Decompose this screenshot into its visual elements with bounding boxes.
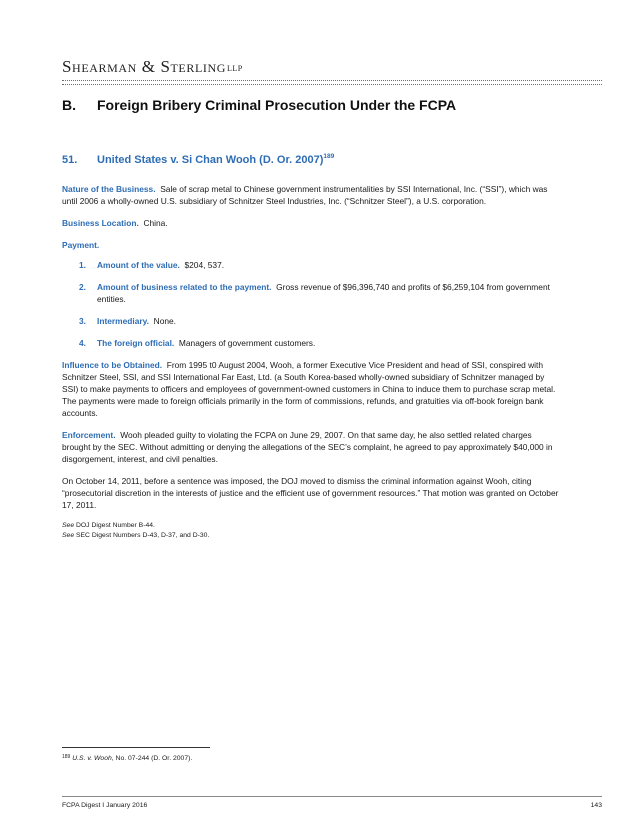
payment-label: Payment. (62, 240, 100, 250)
payment-item-number: 2. (79, 282, 86, 292)
nature-paragraph (62, 183, 562, 207)
case-heading (62, 153, 602, 166)
case-footnote-ref[interactable]: 189 (323, 153, 335, 160)
footer-divider (62, 796, 602, 797)
payment-item (62, 259, 562, 271)
reference-line (62, 521, 562, 531)
payment-item-label: Intermediary. (97, 316, 149, 326)
page-number: 143 (590, 802, 602, 809)
footnote-number: 189 (62, 754, 71, 760)
footer-title: FCPA Digest I January 2016 (62, 802, 148, 809)
reference-text: SEC Digest Numbers D-43, D-37, and D-30. (75, 531, 210, 539)
location-text: China. (143, 218, 168, 228)
reference-see: See (62, 522, 75, 529)
influence-text: From 1995 t0 August 2004, Wooh, a former Executive Vice President and head of SSI, conspired with Schnitzer Steel, SSI, and SSI International Far East, Ltd. (a South Korea-based wholly-owned subsidiary of Schnitzer managed by SSI) to make payments to officers and employees of government-owned customers in China to induce them to purchase scrap metal. The payments were made to foreign officials primarily in the form of commissions, refunds, and gratuities via off-book foreign bank accounts. (62, 360, 556, 418)
influence-label: Influence to be Obtained. (62, 360, 163, 370)
payment-item (62, 315, 562, 327)
section-title: Foreign Bribery Criminal Prosecution Under the FCPA (97, 97, 457, 113)
payment-item-number: 1. (79, 260, 86, 270)
case-number: 51. (62, 154, 78, 166)
section-heading (62, 97, 602, 113)
header-divider-second (62, 84, 602, 85)
payment-item-text: None. (153, 316, 176, 326)
nature-text: Sale of scrap metal to Chinese government instrumentalities by SSI International, Inc. (“SSI”), which was until 2006 a wholly-owned U.S. subsidiary of Schnitzer Steel Industries, Inc. (“Schnitzer Steel”), a U.S. corporation. (62, 184, 548, 206)
location-label: Business Location. (62, 218, 139, 228)
enforcement-text: Wooh pleaded guilty to violating the FCPA on June 29, 2007. On that same day, he also settled related charges brought by the SEC. Without admitting or denying the allegations of the SEC’s complaint, he agreed to pay approximately $40,000 in disgorgement, interest, and civil penalties. (62, 430, 553, 464)
location-paragraph (62, 217, 562, 229)
footnote-divider (62, 747, 210, 748)
section-letter: B. (62, 97, 76, 113)
case-title: United States v. Si Chan Wooh (D. Or. 2007) (97, 154, 324, 166)
payment-item-number: 3. (79, 316, 86, 326)
reference-line (62, 531, 562, 541)
payment-list (62, 259, 562, 349)
influence-paragraph (62, 359, 562, 419)
reference-text: DOJ Digest Number B-44. (75, 522, 155, 529)
header-divider (62, 80, 602, 81)
enforcement-label: Enforcement. (62, 430, 116, 440)
payment-item-number: 4. (79, 338, 86, 348)
firm-logo (62, 57, 243, 77)
payment-item-text: $204, 537. (184, 260, 225, 270)
payment-item-text: Managers of government customers. (178, 338, 316, 348)
payment-item (62, 281, 562, 305)
dismissal-paragraph: On October 14, 2011, before a sentence was imposed, the DOJ moved to dismiss the criminal information against Wooh, citing “prosecutorial discretion in the interests of justice and the efficient use of government resources.” That motion was granted on October 17, 2011. (62, 476, 559, 510)
footnote (62, 753, 192, 763)
digest-references (62, 521, 562, 540)
firm-name: Shearman & Sterling (62, 57, 227, 76)
payment-item (62, 337, 562, 349)
footnote-case: U.S. v. Wooh (72, 755, 112, 762)
firm-suffix: LLP (227, 64, 243, 73)
payment-item-label: Amount of business related to the payment. (97, 282, 272, 292)
payment-item-label: Amount of the value. (97, 260, 180, 270)
payment-item-label: The foreign official. (97, 338, 175, 348)
case-body (62, 183, 562, 540)
payment-item-text: Gross revenue of $96,396,740 and profits of $6,259,104 from government entities. (97, 282, 550, 304)
nature-label: Nature of the Business. (62, 184, 156, 194)
reference-see: See (62, 531, 75, 539)
enforcement-paragraph (62, 429, 562, 465)
footnote-text: , No. 07-244 (D. Or. 2007). (111, 755, 193, 762)
